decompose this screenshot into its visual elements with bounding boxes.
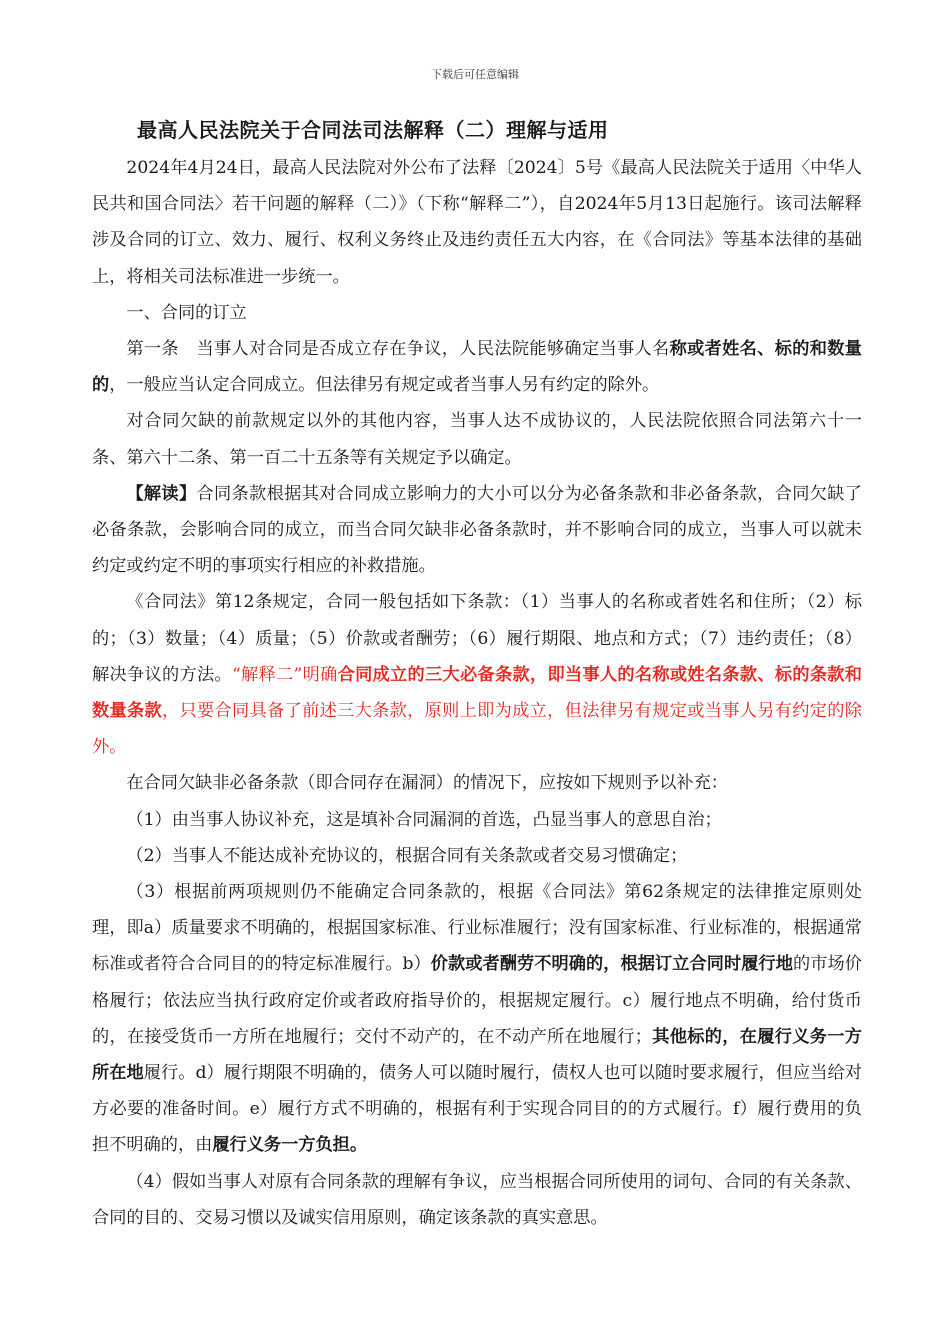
supplement-intro: 在合同欠缺非必备条款（即合同存在漏洞）的情况下，应按如下规则予以补充：: [126, 773, 728, 794]
rule-1: （1）由当事人协议补充，这是填补合同漏洞的首选，凸显当事人的意思自治；: [126, 809, 722, 830]
section-heading-formation: 一、合同的订立: [126, 302, 247, 323]
interpretation-text: 合同条款根据其对合同成立影响力的大小可以分为必备条款和非必备条款，合同欠缺了必备条款，会影响合同的成立，而当合同欠缺非必备条款时，并不影响合同的成立，当事人可以就未约定或约定不明的事项实行相应的补救措施。: [92, 483, 862, 577]
rule-3-bold-1: 价款或者酬劳不明确的，根据订立合同时履行地: [430, 954, 794, 975]
rule-3-part-d: 履行。d）履行期限不明确的，债务人可以随时履行，债权人也可以随时要求履行，但应当给对方必要的准备时间。e）履行方式不明确的，根据有利于实现合同目的的方式履行。f）履行费用的负担不明确的，由: [92, 1063, 862, 1156]
article-1-paragraph: [92, 331, 862, 403]
article-12-text: 《合同法》第12条规定，合同一般包括如下条款：（1）当事人的名称或者姓名和住所；（2）标的；（3）数量；（4）质量；（5）价款或者酬劳；（6）履行期限、地点和方式；（7）违约责任；（8）解决争议的方法。: [92, 592, 862, 685]
article-12-red-lead: “解释二”明确: [231, 664, 338, 685]
article-1-bold: 称或者姓名、标的和数量的: [92, 339, 862, 396]
rule-3-bold-3: 履行义务一方负担。: [212, 1135, 368, 1156]
article-12-red-tail: ，只要合同具备了前述三大条款，原则上即为成立，但法律另有规定或当事人另有约定的除外。: [92, 701, 862, 758]
article-12-red-bold: 合同成立的三大必备条款，即当事人的名称或姓名条款、标的条款和数量条款: [92, 664, 862, 722]
rule-3-part-c: 的市场价格履行；依法应当执行政府定价或者政府指导价的，根据规定履行。c）履行地点不明确，给付货币的，在接受货币一方所在地履行；交付不动产的，在不动产所在地履行；: [92, 954, 862, 1047]
document-body: [92, 150, 862, 1236]
article-1-tail: ，一般应当认定合同成立。但法律另有规定或者当事人另有约定的除外。: [109, 375, 660, 396]
interpretation-paragraph: [92, 476, 862, 585]
intro-paragraph: 2024年4月24日，最高人民法院对外公布了法释〔2024〕5号《最高人民法院关于适用〈中华人民共和国合同法〉若干问题的解释（二）》（下称“解释二”），自2024年5月13日起施行。该司法解释涉及合同的订立、效力、履行、权利义务终止及违约责任五大内容，在《合同法》等基本法律的基础上，将相关司法标准进一步统一。: [92, 158, 862, 287]
rule-2: （2）当事人不能达成补充协议的，根据合同有关条款或者交易习惯确定；: [126, 845, 688, 866]
header-note: 下载后可任意编辑: [431, 68, 519, 81]
document-title: 最高人民法院关于合同法司法解释（二）理解与适用: [137, 118, 609, 142]
rule-3: [92, 874, 862, 1164]
article-1-lead: 第一条 当事人对合同是否成立存在争议，人民法院能够确定当事人名: [126, 339, 670, 360]
rule-4: （4）假如当事人对原有合同条款的理解有争议，应当根据合同所使用的词句、合同的有关条款、合同的目的、交易习惯以及诚实信用原则，确定该条款的真实意思。: [92, 1171, 862, 1228]
article-1-second-paragraph: 对合同欠缺的前款规定以外的其他内容，当事人达不成协议的，人民法院依照合同法第六十一条、第六十二条、第一百二十五条等有关规定予以确定。: [92, 411, 862, 468]
interpretation-label: 【解读】: [126, 483, 197, 504]
rule-3-bold-2: 其他标的，在履行义务一方所在地: [92, 1026, 862, 1084]
rule-3-part-a: （3）根据前两项规则仍不能确定合同条款的，根据《合同法》第62条规定的法律推定原则处理，即a）质量要求不明确的，根据国家标准、行业标准履行；没有国家标准、行业标准的，根据通常标准或者符合合同目的的特定标准履行。b）: [92, 882, 862, 975]
article-12-paragraph: [92, 584, 862, 765]
